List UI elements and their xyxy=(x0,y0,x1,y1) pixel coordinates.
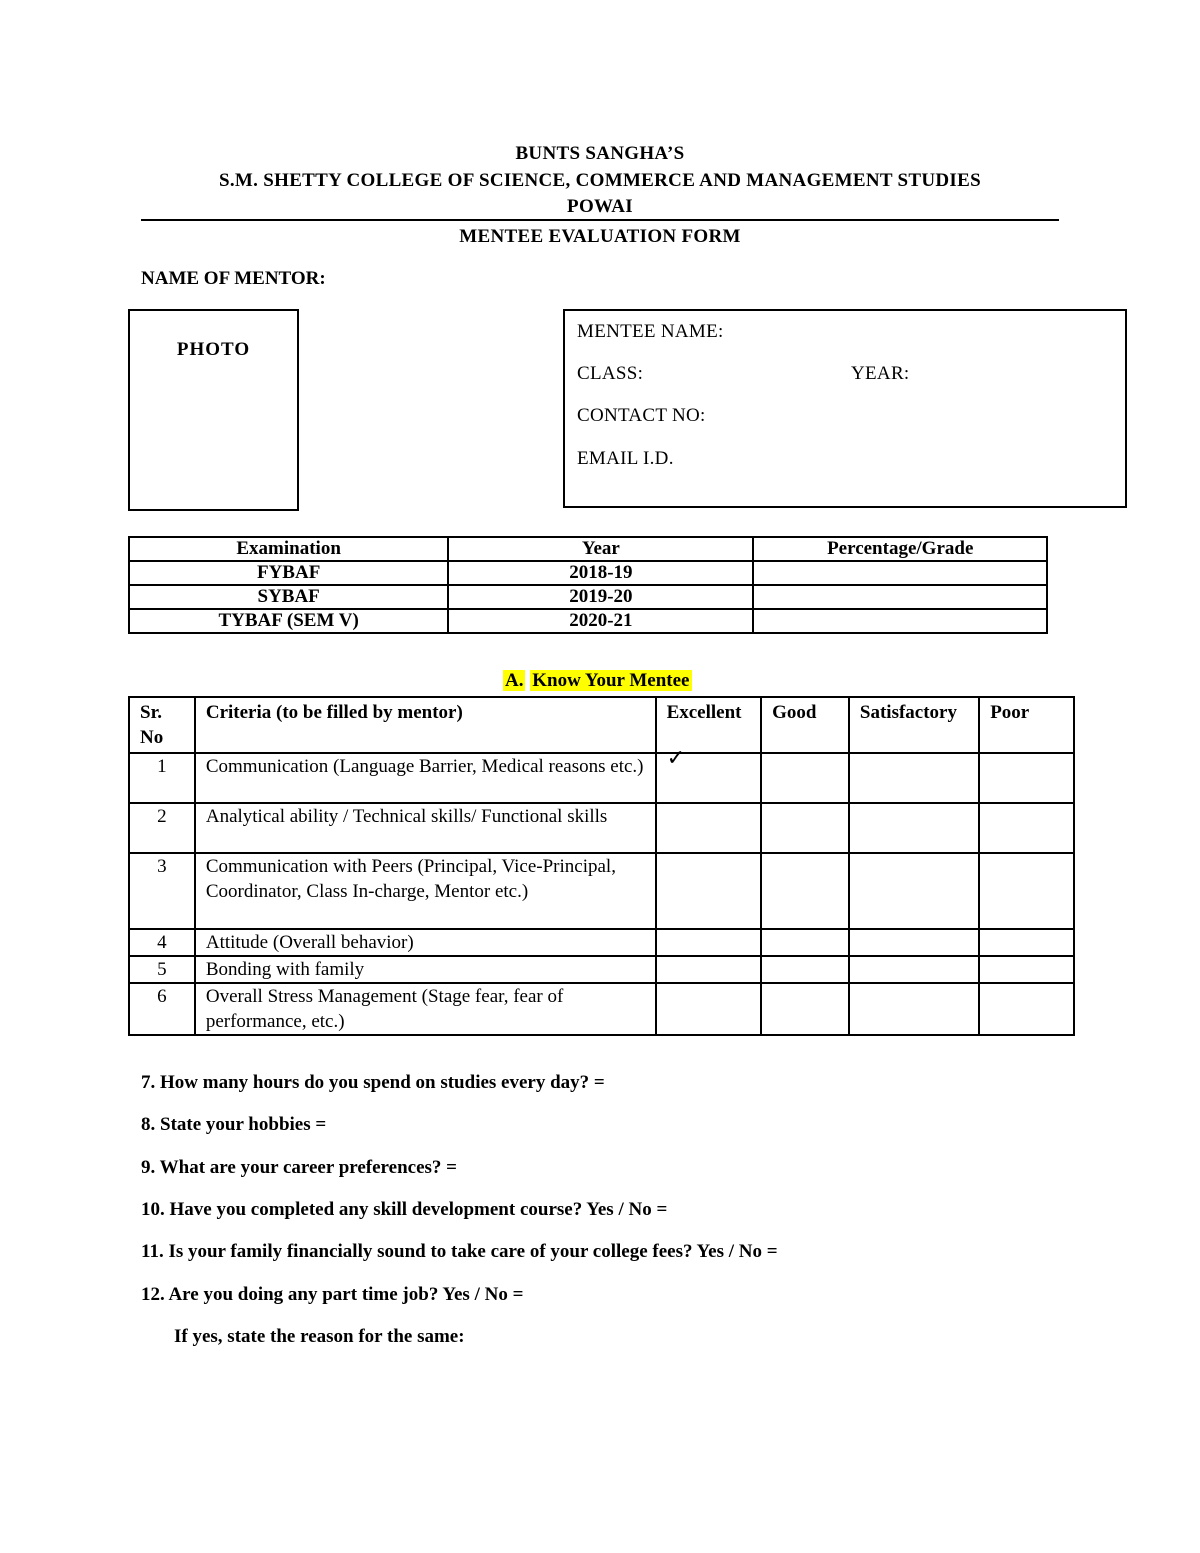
question-study-hours: 7. How many hours do you spend on studies every day? = xyxy=(141,1072,605,1093)
rating-poor-cell[interactable] xyxy=(979,753,1074,803)
rating-satisfactory-cell[interactable] xyxy=(849,753,979,803)
question-job-reason: If yes, state the reason for the same: xyxy=(174,1326,465,1347)
email-label: EMAIL I.D. xyxy=(577,448,674,469)
rating-poor-cell[interactable] xyxy=(979,929,1074,956)
contact-label: CONTACT NO: xyxy=(577,405,706,426)
form-title: MENTEE EVALUATION FORM xyxy=(459,226,741,247)
criteria-cell: Analytical ability / Technical skills/ Functional skills xyxy=(195,803,656,853)
table-row xyxy=(129,853,1074,929)
examination-table xyxy=(128,536,1048,634)
criteria-cell: Communication (Language Barrier, Medical reasons etc.) xyxy=(195,753,656,803)
exam-header-grade: Percentage/Grade xyxy=(753,537,1047,561)
rating-good-cell[interactable] xyxy=(761,956,849,983)
exam-grade-cell[interactable] xyxy=(753,561,1047,585)
question-hobbies: 8. State your hobbies = xyxy=(141,1114,327,1135)
rating-good-cell[interactable] xyxy=(761,803,849,853)
class-label: CLASS: xyxy=(577,363,644,384)
table-row xyxy=(129,956,1074,983)
rating-satisfactory-cell[interactable] xyxy=(849,853,979,929)
rating-poor-cell[interactable] xyxy=(979,803,1074,853)
exam-name-cell: TYBAF (SEM V) xyxy=(129,609,448,633)
header-divider xyxy=(141,219,1059,221)
section-a-title: Know Your Mentee xyxy=(532,670,690,691)
table-row xyxy=(129,983,1074,1035)
criteria-cell: Communication with Peers (Principal, Vice-Principal, Coordinator, Class In-charge, Mentor etc.) xyxy=(195,853,656,929)
mentee-name-label: MENTEE NAME: xyxy=(577,321,724,342)
mentee-info-box xyxy=(563,309,1127,508)
sr-no-cell: 5 xyxy=(129,956,195,983)
college-society-name: BUNTS SANGHA’S xyxy=(515,143,685,164)
rating-satisfactory-cell[interactable] xyxy=(849,983,979,1035)
exam-year-cell: 2019-20 xyxy=(448,585,753,609)
header-poor: Poor xyxy=(979,697,1074,753)
question-family-finance: 11. Is your family financially sound to take care of your college fees? Yes / No = xyxy=(141,1241,778,1262)
rating-good-cell[interactable] xyxy=(761,753,849,803)
exam-header-year: Year xyxy=(448,537,753,561)
rating-excellent-cell[interactable] xyxy=(656,746,761,803)
rating-excellent-cell[interactable] xyxy=(656,983,761,1035)
rating-good-cell[interactable] xyxy=(761,983,849,1035)
sr-no-cell: 2 xyxy=(129,803,195,853)
rating-poor-cell[interactable] xyxy=(979,853,1074,929)
question-part-time-job: 12. Are you doing any part time job? Yes / No = xyxy=(141,1284,524,1305)
sr-no-cell: 4 xyxy=(129,929,195,956)
header-sr-no: Sr. No xyxy=(129,697,195,753)
college-location: POWAI xyxy=(567,196,633,217)
rating-excellent-cell[interactable] xyxy=(656,956,761,983)
exam-name-cell: SYBAF xyxy=(129,585,448,609)
exam-grade-cell[interactable] xyxy=(753,585,1047,609)
criteria-cell: Attitude (Overall behavior) xyxy=(195,929,656,956)
table-row xyxy=(129,609,1047,633)
table-row xyxy=(129,561,1047,585)
exam-header-row xyxy=(129,537,1047,561)
header-excellent: Excellent xyxy=(656,697,761,753)
rating-excellent-cell[interactable] xyxy=(656,853,761,929)
sr-no-cell: 1 xyxy=(129,753,195,803)
header-good: Good xyxy=(761,697,849,753)
exam-year-cell: 2020-21 xyxy=(448,609,753,633)
header-criteria: Criteria (to be filled by mentor) xyxy=(195,697,656,753)
section-a-marker: A. xyxy=(505,670,524,691)
year-label: YEAR: xyxy=(851,363,910,384)
rating-satisfactory-cell[interactable] xyxy=(849,956,979,983)
photo-label: PHOTO xyxy=(176,339,251,360)
rating-satisfactory-cell[interactable] xyxy=(849,929,979,956)
rating-good-cell[interactable] xyxy=(761,853,849,929)
exam-year-cell: 2018-19 xyxy=(448,561,753,585)
rating-excellent-cell[interactable] xyxy=(656,929,761,956)
table-row xyxy=(129,929,1074,956)
header-satisfactory: Satisfactory xyxy=(849,697,979,753)
rating-satisfactory-cell[interactable] xyxy=(849,803,979,853)
rating-poor-cell[interactable] xyxy=(979,956,1074,983)
question-career-preferences: 9. What are your career preferences? = xyxy=(141,1157,457,1178)
question-skill-course: 10. Have you completed any skill development course? Yes / No = xyxy=(141,1199,668,1220)
sr-no-cell: 3 xyxy=(129,853,195,929)
rating-poor-cell[interactable] xyxy=(979,983,1074,1035)
rating-excellent-cell[interactable] xyxy=(656,803,761,853)
exam-header-examination: Examination xyxy=(129,537,448,561)
criteria-cell: Bonding with family xyxy=(195,956,656,983)
sr-no-cell: 6 xyxy=(129,983,195,1035)
criteria-cell: Overall Stress Management (Stage fear, fear of performance, etc.) xyxy=(195,983,656,1035)
college-name: S.M. SHETTY COLLEGE OF SCIENCE, COMMERCE AND MANAGEMENT STUDIES xyxy=(219,170,981,191)
table-row xyxy=(129,753,1074,803)
table-row xyxy=(129,585,1047,609)
table-row xyxy=(129,803,1074,853)
criteria-table xyxy=(128,696,1075,1036)
exam-name-cell: FYBAF xyxy=(129,561,448,585)
mentor-name-label: NAME OF MENTOR: xyxy=(141,268,326,289)
criteria-header-row xyxy=(129,697,1074,753)
section-a-heading xyxy=(503,670,692,692)
exam-grade-cell[interactable] xyxy=(753,609,1047,633)
check-mark-icon: ✓ xyxy=(666,746,686,771)
rating-good-cell[interactable] xyxy=(761,929,849,956)
photo-box xyxy=(128,309,299,511)
